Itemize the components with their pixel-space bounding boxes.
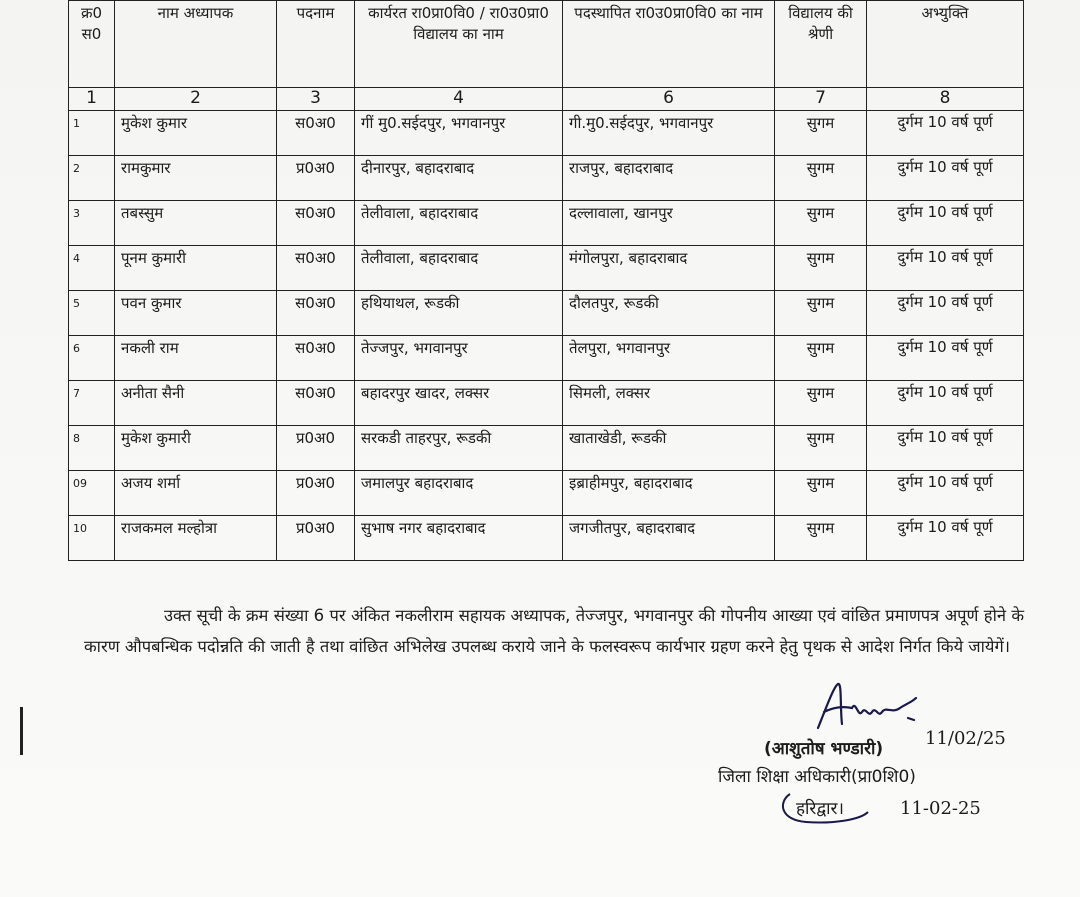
column-number: 7: [775, 88, 867, 111]
cell-school-category: सुगम: [775, 471, 867, 516]
cell-current-school: दीनारपुर, बहादराबाद: [355, 156, 563, 201]
margin-mark: [20, 707, 23, 755]
cell-teacher-name: तबस्सुम: [115, 201, 277, 246]
cell-post: प्र0अ0: [277, 156, 355, 201]
cell-teacher-name: मुकेश कुमार: [115, 111, 277, 156]
cell-posted-school: दल्लावाला, खानपुर: [563, 201, 775, 246]
cell-school-category: सुगम: [775, 156, 867, 201]
cell-remark: दुर्गम 10 वर्ष पूर्ण: [867, 246, 1024, 291]
cell-school-category: सुगम: [775, 291, 867, 336]
cell-teacher-name: पूनम कुमारी: [115, 246, 277, 291]
table-row: [69, 516, 1024, 561]
cell-post: स0अ0: [277, 111, 355, 156]
cell-post: स0अ0: [277, 246, 355, 291]
cell-post: प्र0अ0: [277, 471, 355, 516]
order-note-text: उक्त सूची के क्रम संख्या 6 पर अंकित नकलीराम सहायक अध्यापक, तेज्जपुर, भगवानपुर की गोपनीय आख्या एवं वांछित प्रमाणपत्र अपूर्ण होने के कारण औपबन्धिक पदोन्नति की जाती है तथा वांछित अभिलेख उपलब्ध कराये जाने के फलस्वरूप कार्यभार ग्रहण करने हेतु पृथक से आदेश निर्गत किये जायेगें।: [84, 605, 1024, 656]
cell-serial: 2: [69, 156, 115, 201]
header-post: पदनाम: [277, 1, 355, 88]
table-row: [69, 156, 1024, 201]
cell-remark: दुर्गम 10 वर्ष पूर्ण: [867, 426, 1024, 471]
cell-current-school: बहादरपुर खादर, लक्सर: [355, 381, 563, 426]
signatory-name: (आशुतोष भण्डारी): [764, 739, 884, 759]
cell-posted-school: तेलपुरा, भगवानपुर: [563, 336, 775, 381]
cell-school-category: सुगम: [775, 246, 867, 291]
column-number: 4: [355, 88, 563, 111]
table-header-row: [69, 1, 1024, 88]
column-number-row: [69, 88, 1024, 111]
cell-serial: 4: [69, 246, 115, 291]
table-row: [69, 201, 1024, 246]
cell-current-school: तेलीवाला, बहादराबाद: [355, 201, 563, 246]
table-row: [69, 246, 1024, 291]
cell-teacher-name: अजय शर्मा: [115, 471, 277, 516]
cell-serial: 1: [69, 111, 115, 156]
header-serial: क्र0 स0: [69, 1, 115, 88]
cell-posted-school: खाताखेडी, रूडकी: [563, 426, 775, 471]
cell-school-category: सुगम: [775, 516, 867, 561]
cell-post: स0अ0: [277, 336, 355, 381]
order-note: [84, 600, 1024, 662]
cell-remark: दुर्गम 10 वर्ष पूर्ण: [867, 336, 1024, 381]
cell-posted-school: सिमली, लक्सर: [563, 381, 775, 426]
column-number: 6: [563, 88, 775, 111]
cell-posted-school: राजपुर, बहादराबाद: [563, 156, 775, 201]
cell-teacher-name: मुकेश कुमारी: [115, 426, 277, 471]
cell-serial: 8: [69, 426, 115, 471]
header-teacher-name: नाम अध्यापक: [115, 1, 277, 88]
signatory-designation: जिला शिक्षा अधिकारी(प्रा0शि0): [718, 767, 916, 787]
header-posted-school: पदस्थापित रा0उ0प्रा0वि0 का नाम: [563, 1, 775, 88]
table-row: [69, 381, 1024, 426]
cell-remark: दुर्गम 10 वर्ष पूर्ण: [867, 201, 1024, 246]
cell-post: स0अ0: [277, 201, 355, 246]
cell-serial: 10: [69, 516, 115, 561]
cell-school-category: सुगम: [775, 426, 867, 471]
cell-posted-school: इब्राहीमपुर, बहादराबाद: [563, 471, 775, 516]
header-remark: अभ्युक्ति: [867, 1, 1024, 88]
cell-serial: 09: [69, 471, 115, 516]
cell-serial: 5: [69, 291, 115, 336]
cell-school-category: सुगम: [775, 381, 867, 426]
cell-post: प्र0अ0: [277, 426, 355, 471]
cell-school-category: सुगम: [775, 336, 867, 381]
cell-posted-school: गी.मु0.सईदपुर, भगवानपुर: [563, 111, 775, 156]
cell-posted-school: मंगोलपुरा, बहादराबाद: [563, 246, 775, 291]
cell-remark: दुर्गम 10 वर्ष पूर्ण: [867, 156, 1024, 201]
cell-remark: दुर्गम 10 वर्ष पूर्ण: [867, 111, 1024, 156]
cell-teacher-name: रामकुमार: [115, 156, 277, 201]
cell-remark: दुर्गम 10 वर्ष पूर्ण: [867, 381, 1024, 426]
cell-posted-school: दौलतपुर, रूडकी: [563, 291, 775, 336]
cell-current-school: तेलीवाला, बहादराबाद: [355, 246, 563, 291]
column-number: 2: [115, 88, 277, 111]
cell-post: स0अ0: [277, 381, 355, 426]
handwritten-signature: [812, 678, 932, 738]
cell-teacher-name: नकली राम: [115, 336, 277, 381]
header-current-school: कार्यरत रा0प्रा0वि0 / रा0उ0प्रा0 विद्यालय का नाम: [355, 1, 563, 88]
cell-current-school: हथियाथल, रूडकी: [355, 291, 563, 336]
cell-posted-school: जगजीतपुर, बहादराबाद: [563, 516, 775, 561]
cell-remark: दुर्गम 10 वर्ष पूर्ण: [867, 516, 1024, 561]
table-row: [69, 111, 1024, 156]
table-row: [69, 471, 1024, 516]
cell-current-school: तेज्जपुर, भगवानपुर: [355, 336, 563, 381]
handwritten-date: 11/02/25: [925, 728, 1006, 749]
cell-current-school: सरकडी ताहरपुर, रूडकी: [355, 426, 563, 471]
table-row: [69, 291, 1024, 336]
cell-remark: दुर्गम 10 वर्ष पूर्ण: [867, 291, 1024, 336]
cell-current-school: सुभाष नगर बहादराबाद: [355, 516, 563, 561]
handwritten-date-second: 11-02-25: [900, 798, 981, 819]
cell-serial: 3: [69, 201, 115, 246]
cell-post: प्र0अ0: [277, 516, 355, 561]
cell-school-category: सुगम: [775, 201, 867, 246]
cell-teacher-name: अनीता सैनी: [115, 381, 277, 426]
table-row: [69, 336, 1024, 381]
cell-serial: 6: [69, 336, 115, 381]
signatory-place: हरिद्वार।: [796, 799, 844, 819]
cell-teacher-name: राजकमल मल्होत्रा: [115, 516, 277, 561]
cell-current-school: गीं मु0.सईदपुर, भगवानपुर: [355, 111, 563, 156]
column-number: 3: [277, 88, 355, 111]
teacher-posting-table: [68, 0, 1024, 561]
header-school-category: विद्यालय की श्रेणी: [775, 1, 867, 88]
table-row: [69, 426, 1024, 471]
cell-current-school: जमालपुर बहादराबाद: [355, 471, 563, 516]
column-number: 8: [867, 88, 1024, 111]
cell-serial: 7: [69, 381, 115, 426]
column-number: 1: [69, 88, 115, 111]
cell-remark: दुर्गम 10 वर्ष पूर्ण: [867, 471, 1024, 516]
cell-school-category: सुगम: [775, 111, 867, 156]
cell-teacher-name: पवन कुमार: [115, 291, 277, 336]
cell-post: स0अ0: [277, 291, 355, 336]
